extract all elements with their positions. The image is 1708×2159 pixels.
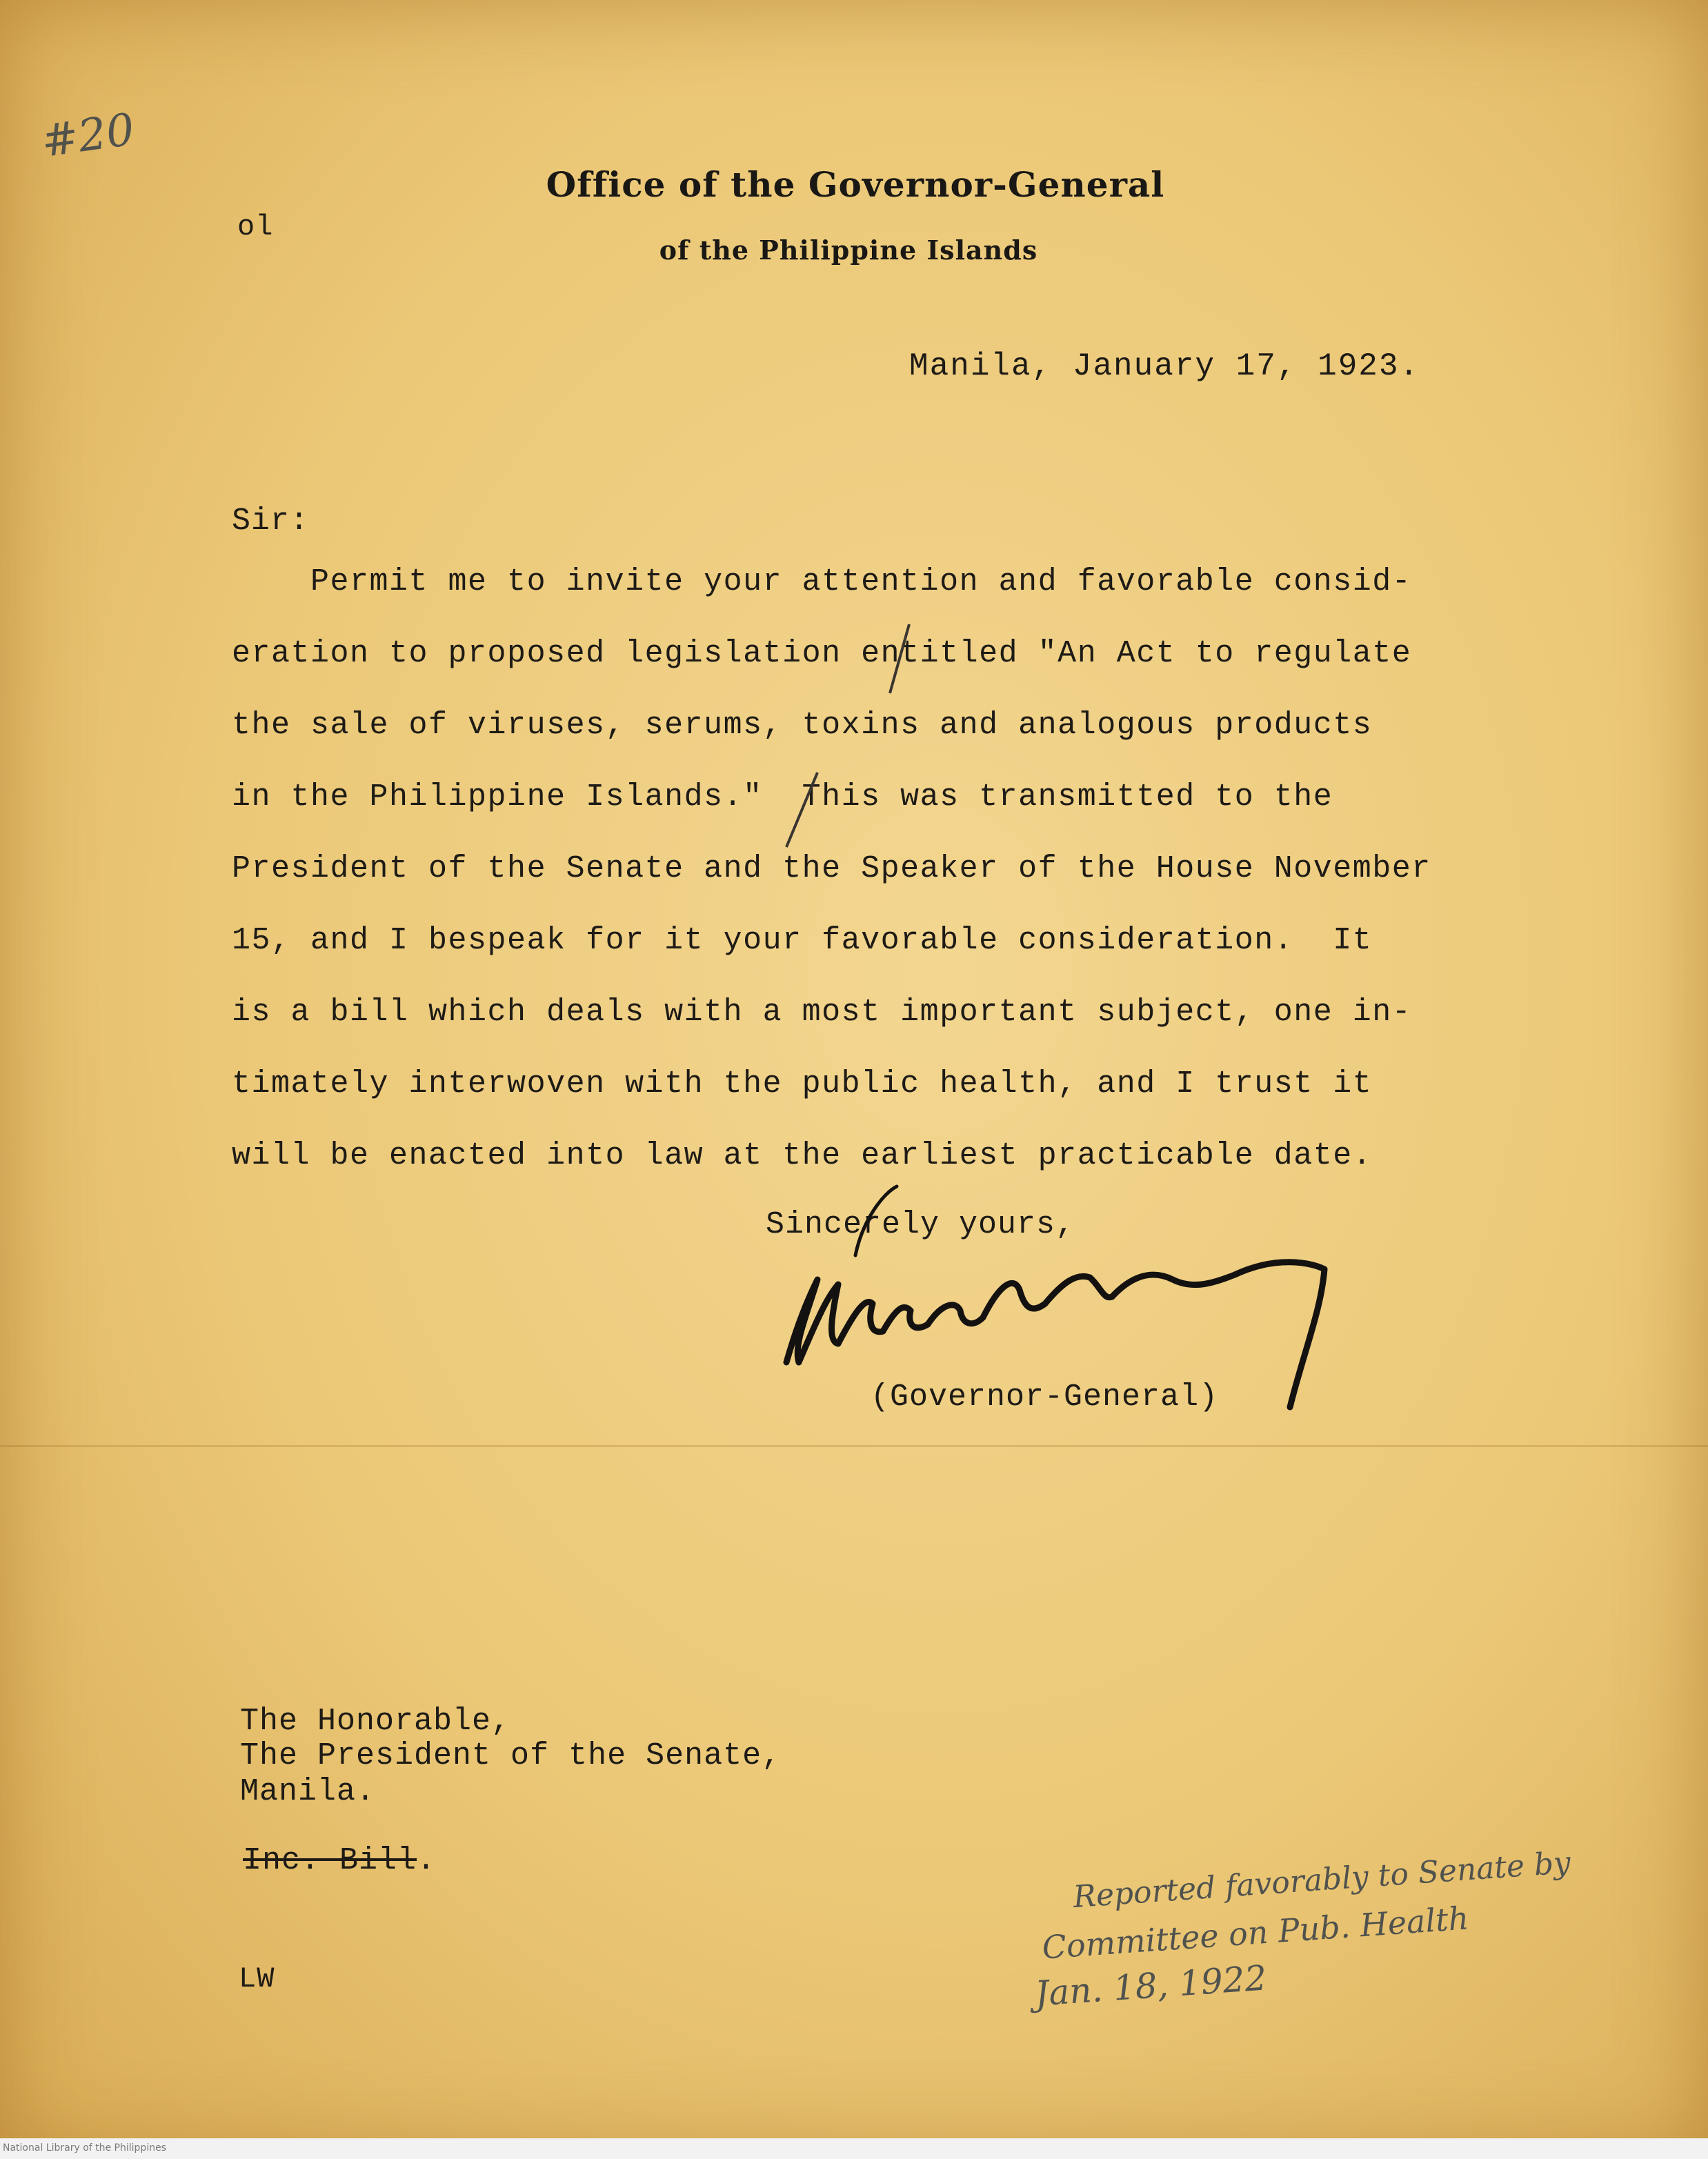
signature	[786, 1186, 1324, 1407]
body-line: Permit me to invite your attention and favorable consid-	[232, 564, 1412, 599]
enclosure-struck: Inc. Bill	[243, 1843, 417, 1878]
letterhead-subtitle: of the Philippine Islands	[659, 235, 1038, 266]
closing: Sincerely yours,	[766, 1207, 1075, 1242]
received-note-line: Jan. 18, 1922	[1033, 1958, 1269, 2014]
enclosure-period: .	[417, 1843, 437, 1878]
received-note-line: Reported favorably to Senate by	[1072, 1844, 1572, 1916]
footer-strip	[0, 2138, 1708, 2159]
body-line: the sale of viruses, serums, toxins and analogous products	[232, 708, 1373, 743]
address-line: The Honorable,	[240, 1704, 511, 1739]
address-line: The President of the Senate,	[240, 1738, 782, 1773]
body-line: timately interwoven with the public health, and I trust it	[232, 1066, 1373, 1102]
dateline: Manila, January 17, 1923.	[909, 348, 1420, 384]
corner-note: #20	[38, 103, 138, 168]
body-line: 15, and I bespeak for it your favorable consideration. It	[232, 923, 1373, 958]
edit-slash	[890, 624, 909, 693]
edit-slash	[786, 773, 817, 847]
top-left-mark: ol	[237, 210, 274, 243]
body-line: eration to proposed legislation entitled "An Act to regulate	[232, 636, 1412, 671]
received-note-line: Committee on Pub. Health	[1040, 1899, 1470, 1967]
body-line: President of the Senate and the Speaker of the House November	[232, 851, 1431, 886]
signer-title: (Governor-General)	[871, 1380, 1219, 1415]
salutation: Sir:	[232, 504, 310, 539]
body-line: is a bill which deals with a most important subject, one in-	[232, 995, 1412, 1030]
body-line: will be enacted into law at the earliest practicable date.	[232, 1138, 1373, 1173]
letterhead-title: Office of the Governor-General	[546, 164, 1165, 205]
body-line: in the Philippine Islands." This was transmitted to the	[232, 779, 1333, 815]
address-line: Manila.	[240, 1774, 376, 1809]
typist-initials: LW	[239, 1962, 275, 1996]
footer-caption: National Library of the Philippines	[3, 2142, 166, 2153]
